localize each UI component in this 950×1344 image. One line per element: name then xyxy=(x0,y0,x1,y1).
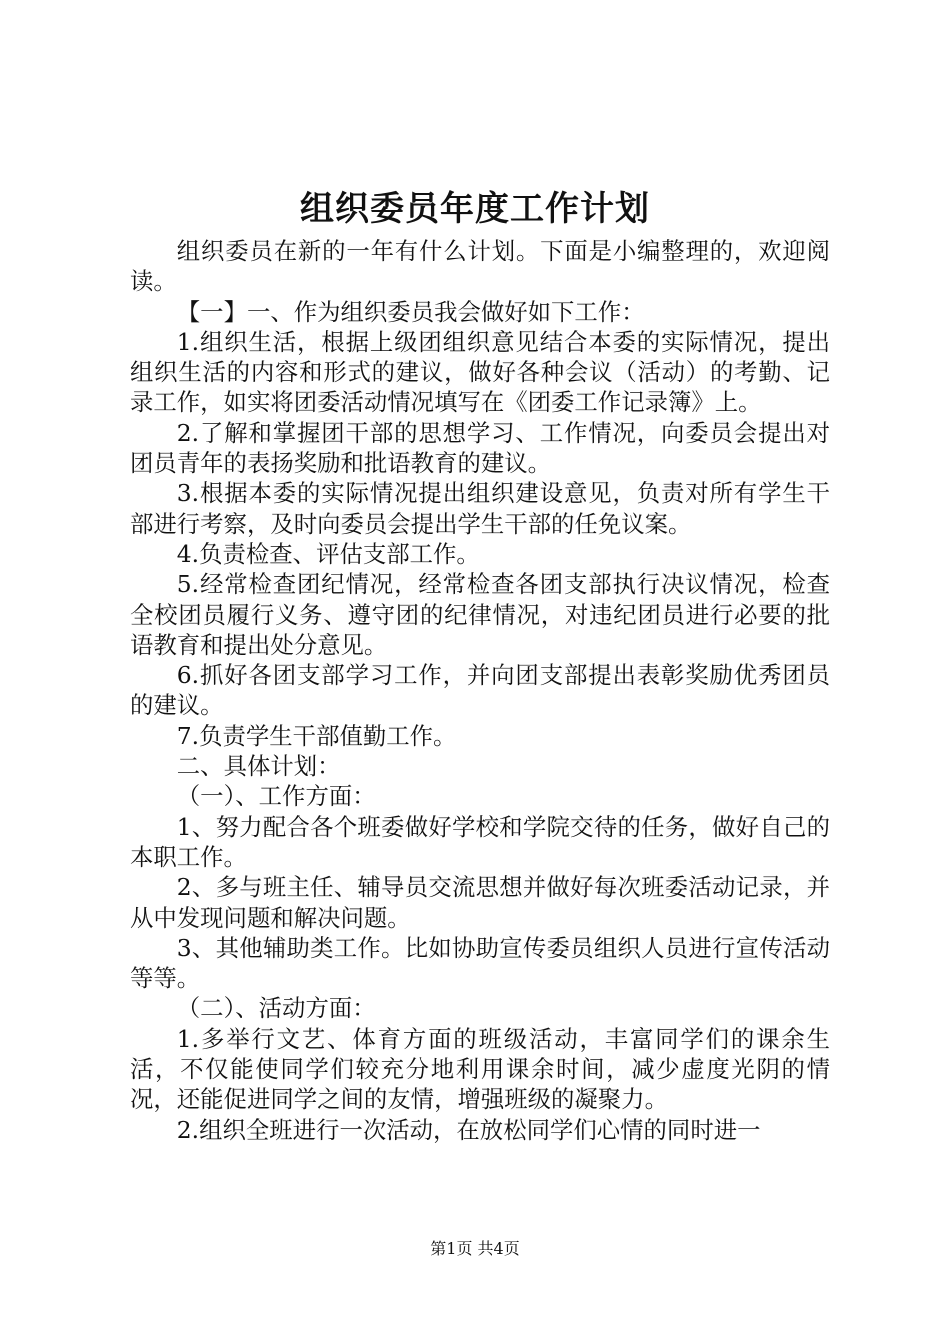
paragraph: 6.抓好各团支部学习工作，并向团支部提出表彰奖励优秀团员的建议。 xyxy=(130,661,830,720)
paragraph: 2.组织全班进行一次活动，在放松同学们心情的同时进一 xyxy=(176,1115,761,1144)
paragraph: 7.负责学生干部值勤工作。 xyxy=(176,721,457,750)
subsection-heading: （二）、活动方面： xyxy=(176,994,376,1023)
page-footer: 第1页 共4页 xyxy=(430,1239,520,1258)
section-heading: 二、具体计划： xyxy=(176,752,341,781)
paragraph: 3、其他辅助类工作。比如协助宣传委员组织人员进行宣传活动等等。 xyxy=(130,933,830,993)
paragraph: 4.负责检查、评估支部工作。 xyxy=(176,539,480,568)
subsection-heading: （一）、工作方面： xyxy=(176,782,376,811)
paragraph: 1、努力配合各个班委做好学校和学院交待的任务，做好自己的本职工作。 xyxy=(130,812,830,871)
paragraph: 1.组织生活，根据上级团组织意见结合本委的实际情况，提出组织生活的内容和形式的建议，做好各种会议（活动）的考勤、记录工作，如实将团委活动情况填写在《团委工作记录簿》上。 xyxy=(130,327,830,417)
document-body xyxy=(130,236,830,1145)
paragraph: 【一】一、作为组织委员我会做好如下工作： xyxy=(176,297,645,326)
paragraph: 3.根据本委的实际情况提出组织建设意见，负责对所有学生干部进行考察，及时向委员会提出学生干部的任免议案。 xyxy=(130,479,830,538)
paragraph: 1.多举行文艺、体育方面的班级活动，丰富同学们的课余生活，不仅能使同学们较充分地利用课余时间，减少虚度光阴的情况，还能促进同学之间的友情，增强班级的凝聚力。 xyxy=(130,1024,830,1114)
paragraph: 2.了解和掌握团干部的思想学习、工作情况，向委员会提出对团员青年的表扬奖励和批语教育的建议。 xyxy=(130,418,830,478)
document-title: 组织委员年度工作计划 xyxy=(300,189,650,229)
paragraph: 2、多与班主任、辅导员交流思想并做好每次班委活动记录，并从中发现问题和解决问题。 xyxy=(130,873,830,932)
paragraph: 5.经常检查团纪情况，经常检查各团支部执行决议情况，检查全校团员履行义务、遵守团的纪律情况，对违纪团员进行必要的批语教育和提出处分意见。 xyxy=(130,570,830,659)
paragraph: 组织委员在新的一年有什么计划。下面是小编整理的，欢迎阅读。 xyxy=(130,237,830,296)
